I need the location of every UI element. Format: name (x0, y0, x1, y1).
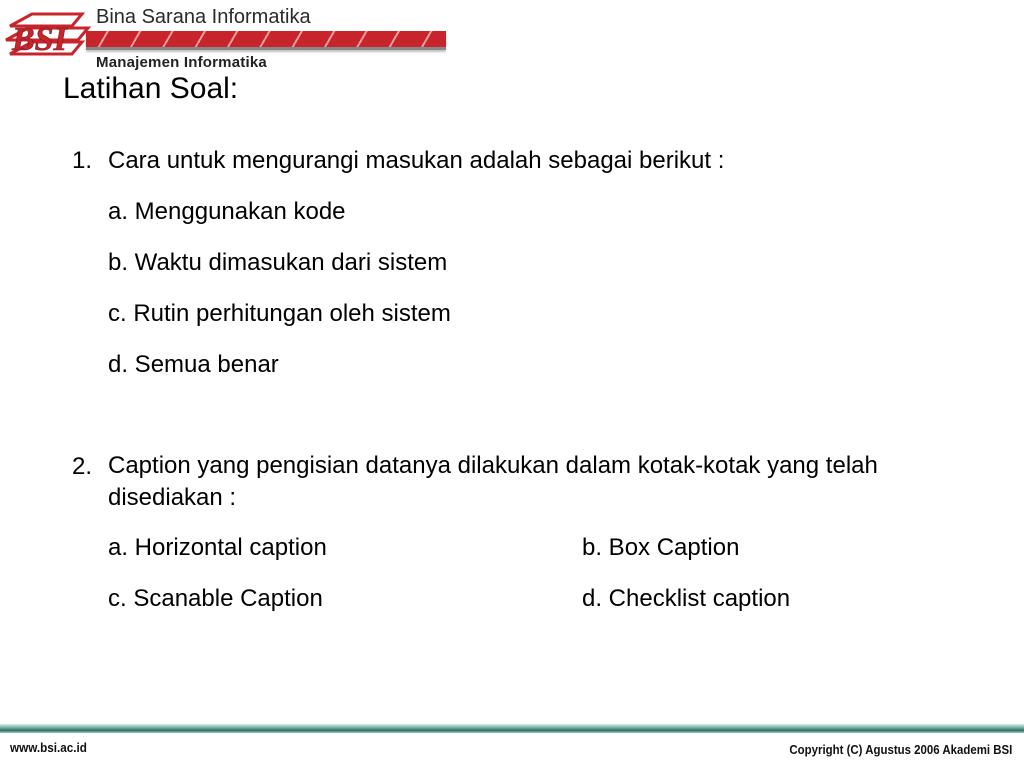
option-c: c. Rutin perhitungan oleh sistem (108, 300, 451, 327)
option-d: d. Checklist caption (582, 585, 791, 612)
footer-divider (0, 724, 1024, 733)
logo-brand-bar (86, 31, 446, 50)
dept-name: Manajemen Informatika (96, 54, 267, 71)
option-row (108, 531, 972, 565)
option-d: d. Semua benar (108, 351, 279, 378)
question-stem: Caption yang pengisian datanya dilakukan dalam kotak-kotak yang telah disediakan : (108, 452, 878, 511)
option-b: b. Waktu dimasukan dari sistem (108, 249, 448, 276)
footer-website: www.bsi.ac.id (10, 740, 87, 755)
footer-copyright: Copyright (C) Agustus 2006 Akademi BSI (789, 742, 1012, 757)
option-b: b. Box Caption (582, 534, 740, 561)
bsi-logo-icon (2, 6, 94, 72)
option-c: c. Scanable Caption (108, 585, 323, 612)
question-list (72, 144, 972, 616)
option-a: a. Menggunakan kode (108, 198, 346, 225)
svg-text:BSI: BSI (12, 21, 67, 58)
header-logo (0, 0, 460, 75)
option-a: a. Horizontal caption (108, 534, 327, 561)
question-stem: Cara untuk mengurangi masukan adalah sebagai berikut : (108, 147, 725, 174)
org-name: Bina Sarana Informatika (96, 6, 311, 28)
option-row (108, 582, 972, 616)
question-number: 1. (72, 147, 93, 174)
question-1 (72, 144, 972, 382)
question-number: 2. (72, 453, 93, 480)
slide-title: Latihan Soal: (63, 72, 239, 105)
question-2 (72, 450, 972, 616)
